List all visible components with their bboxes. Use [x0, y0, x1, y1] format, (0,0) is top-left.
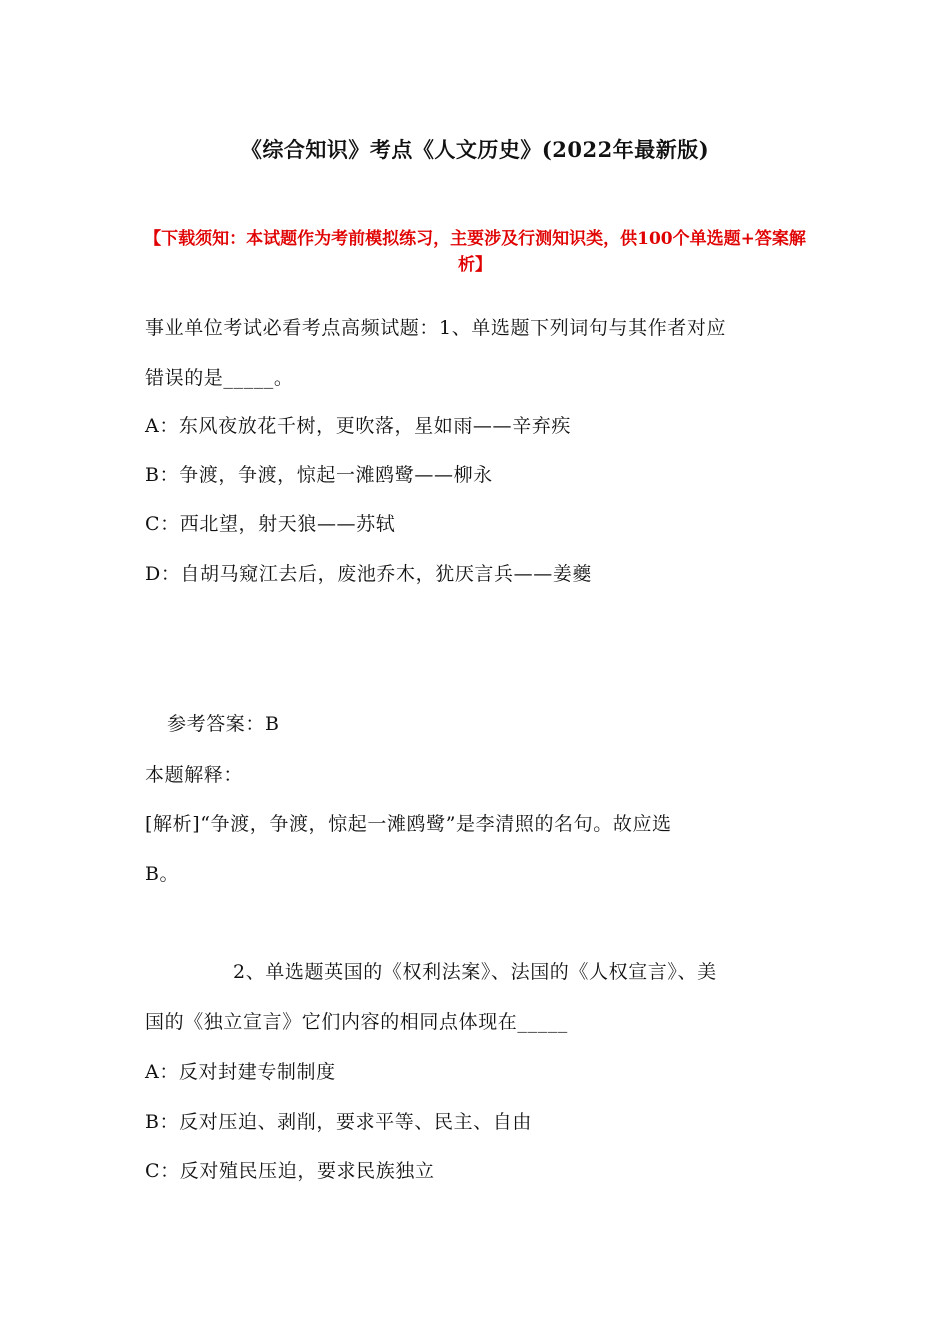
question-2-option-c: C：反对殖民压迫，要求民族独立 — [145, 1160, 435, 1182]
question-2-stem-line-1: 2、单选题英国的《权利法案》、法国的《人权宣言》、美 — [233, 961, 717, 983]
question-1-explain-line-1: [解析]“争渡，争渡，惊起一滩鸥鹭”是李清照的名句。故应选 — [145, 813, 672, 835]
question-1-explain-line-2: B。 — [145, 863, 180, 885]
document-title: 《综合知识》考点《人文历史》(2022年最新版) — [240, 137, 710, 162]
question-2-option-a: A：反对封建专制制度 — [145, 1061, 336, 1083]
question-1-option-b: B：争渡，争渡，惊起一滩鸥鹭——柳永 — [145, 464, 493, 486]
question-1-option-d: D：自胡马窥江去后，废池乔木，犹厌言兵——姜夔 — [145, 563, 593, 585]
download-notice: 【下载须知：本试题作为考前模拟练习，主要涉及行测知识类，供100个单选题+答案解析】 — [144, 229, 806, 275]
question-1-answer: 参考答案：B — [167, 713, 280, 735]
question-2-stem-line-2: 国的《独立宣言》它们内容的相同点体现在_____ — [145, 1011, 568, 1033]
question-1-stem-line-2: 错误的是_____。 — [145, 367, 294, 389]
question-1-explain-heading: 本题解释： — [145, 764, 244, 786]
question-1-option-c: C：西北望，射天狼——苏轼 — [145, 513, 396, 535]
question-1-option-a: A：东风夜放花千树，更吹落，星如雨——辛弃疾 — [145, 415, 571, 437]
question-1-stem-line-1: 事业单位考试必看考点高频试题：1、单选题下列词句与其作者对应 — [145, 317, 727, 339]
question-2-option-b: B：反对压迫、剥削，要求平等、民主、自由 — [145, 1111, 532, 1133]
